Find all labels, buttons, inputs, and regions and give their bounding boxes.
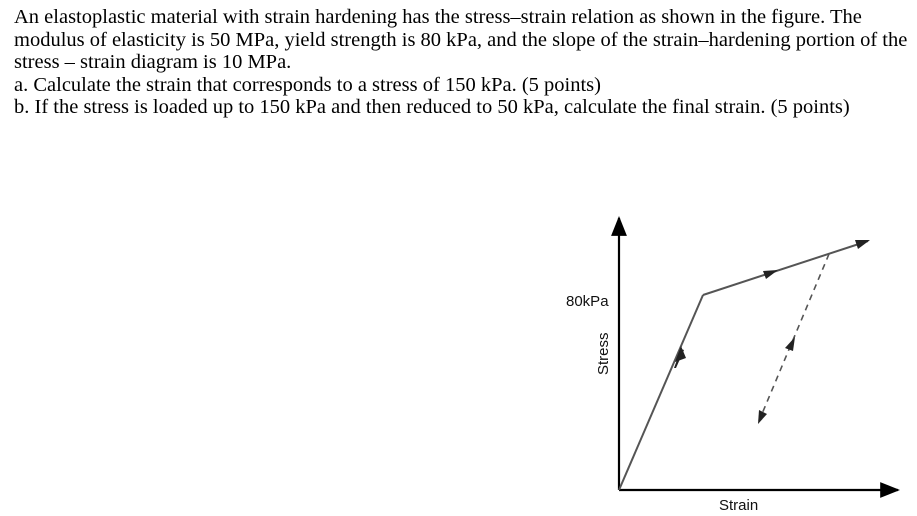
reloading-arrowhead [785,337,795,351]
question-intro: An elastoplastic material with strain hardening has the stress–strain relation as shown in the figure. The modulus of elasticity is 50 MPa, yield strength is 80 kPa, and the slope of the strain–hardening portion of the stress – strain diagram is 10 MPa. [14,6,908,73]
unloading-dashed-line [759,254,829,421]
hardening-arrowhead-mid [763,270,778,279]
hardening-segment [703,241,868,295]
unloading-arrowhead [758,410,767,424]
elastic-segment [619,295,703,490]
y-axis-label: Stress [595,332,612,375]
question-part-b: b. If the stress is loaded up to 150 kPa and then reduced to 50 kPa, calculate the final strain. (5 points) [14,96,850,118]
yield-strength-label: 80kPa [566,293,609,310]
hardening-arrowhead-end [855,240,870,249]
question-part-a: a. Calculate the strain that corresponds to a stress of 150 kPa. (5 points) [14,73,601,96]
x-axis-label: Strain [719,497,759,514]
